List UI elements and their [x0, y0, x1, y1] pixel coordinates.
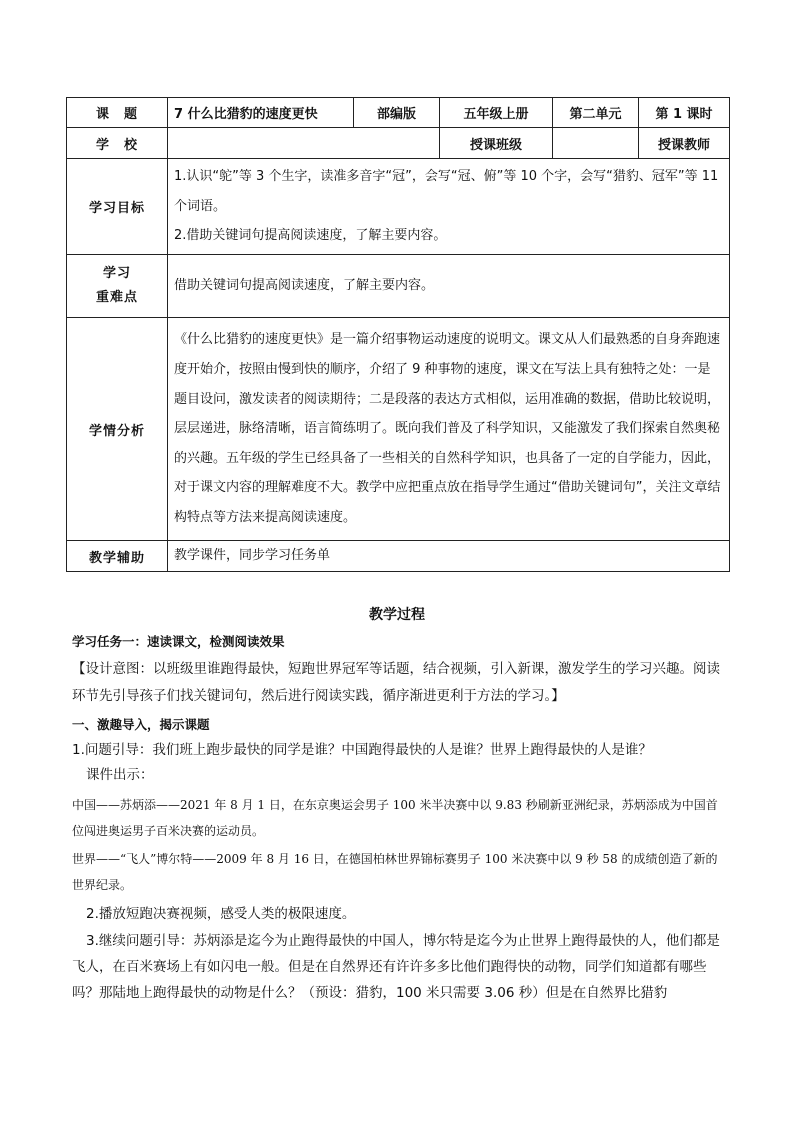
lesson-detail-table — [66, 158, 730, 572]
grade: 五年级上册 — [440, 98, 553, 128]
aids-label: 教学辅助 — [67, 541, 168, 572]
unit: 第二单元 — [553, 98, 639, 128]
period: 第 1 课时 — [639, 98, 730, 128]
school-value — [168, 128, 440, 159]
edition: 部编版 — [354, 98, 440, 128]
goals-content — [168, 159, 730, 255]
analysis-row — [67, 318, 730, 541]
question-3: 3.继续问题引导：苏炳添是迄今为止跑得最快的中国人，博尔特是迄今为止世界上跑得最快的人，他们都是飞人，在百米赛场上有如闪电一般。但是在自然界还有许许多多比他们跑得快的动物，同学们知道都有哪些吗？那陆地上跑得最快的动物是什么？（预设：猎豹，100 米只需要 3.06 秒）但是在自然界比猎豹 — [72, 933, 720, 1001]
question-1: 1.问题引导：我们班上跑步最快的同学是谁？中国跑得最快的人是谁？世界上跑得最快的人是谁？ — [72, 742, 652, 758]
key-points-label-line1: 学习 — [102, 266, 131, 281]
key-points-content: 借助关键词句提高阅读速度，了解主要内容。 — [168, 255, 730, 318]
lesson-title: 7 什么比猎豹的速度更快 — [168, 98, 354, 128]
analysis-content: 《什么比猎豹的速度更快》是一篇介绍事物运动速度的说明文。课文从人们最熟悉的自身奔跑速度开始介，按照由慢到快的顺序，介绍了 9 种事物的速度，课文在写法上具有独特之处：一是题目设问，激发读者的阅读期待；二是段落的表达方式相似，运用准确的数据，借助比较说明，层层递进，脉络清晰，语言简练明了。既向我们普及了科学知识，又能激发了我们探索自然奥秘的兴趣。五年级的学生已经具备了一些相关的自然科学知识，也具备了一定的自学能力，因此，对于课文内容的理解难度不大。教学中应把重点放在指导学生通过“借助关键词句”，关注文章结构特点等方法来提高阅读速度。 — [168, 318, 730, 541]
header-row — [67, 98, 730, 128]
class-value — [553, 128, 639, 159]
task1-heading: 学习任务一：速读课文，检测阅读效果 — [72, 634, 285, 649]
aids-row — [67, 541, 730, 572]
school-label: 学 校 — [67, 128, 168, 159]
topic-label: 课 题 — [67, 98, 168, 128]
world-record: 世界——“飞人”博尔特——2009 年 8 月 16 日，在德国柏林世界锦标赛男子 100 米决赛中以 9 秒 58 的成绩创造了新的世界纪录。 — [72, 852, 718, 892]
goal-1: 1.认识“鸵”等 3 个生字，读准多音字“冠”，会写“冠、俯”等 10 个字，会写“猎豹、冠军”等 11 个词语。 — [174, 169, 719, 214]
lesson-info-table — [66, 97, 730, 159]
china-record: 中国——苏炳添——2021 年 8 月 1 日，在东京奥运会男子 100 米半决赛中以 9.83 秒刷新亚洲纪录，苏炳添成为中国首位闯进奥运男子百米决赛的运动员。 — [72, 798, 718, 838]
design-intent: 【设计意图：以班级里谁跑得最快，短跑世界冠军等话题，结合视频，引入新课，激发学生的学习兴趣。阅读环节先引导孩子们找关键词句，然后进行阅读实践，循序渐进更利于方法的学习。】 — [72, 661, 720, 704]
key-points-row — [67, 255, 730, 318]
school-row — [67, 128, 730, 159]
question-2: 2.播放短跑决赛视频，感受人类的极限速度。 — [86, 906, 356, 922]
aids-content: 教学课件，同步学习任务单 — [168, 541, 730, 572]
process-title: 教学过程 — [369, 607, 425, 623]
section1-heading: 一、激趣导入，揭示课题 — [72, 717, 210, 732]
key-points-label — [67, 255, 168, 318]
analysis-label: 学情分析 — [67, 318, 168, 541]
goals-row — [67, 159, 730, 255]
goal-2: 2.借助关键词句提高阅读速度，了解主要内容。 — [174, 228, 447, 244]
teacher-label: 授课教师 — [639, 128, 730, 159]
key-points-label-line2: 重难点 — [95, 290, 138, 305]
class-label: 授课班级 — [440, 128, 553, 159]
courseware-label: 课件出示： — [86, 767, 154, 783]
goals-label: 学习目标 — [67, 159, 168, 255]
